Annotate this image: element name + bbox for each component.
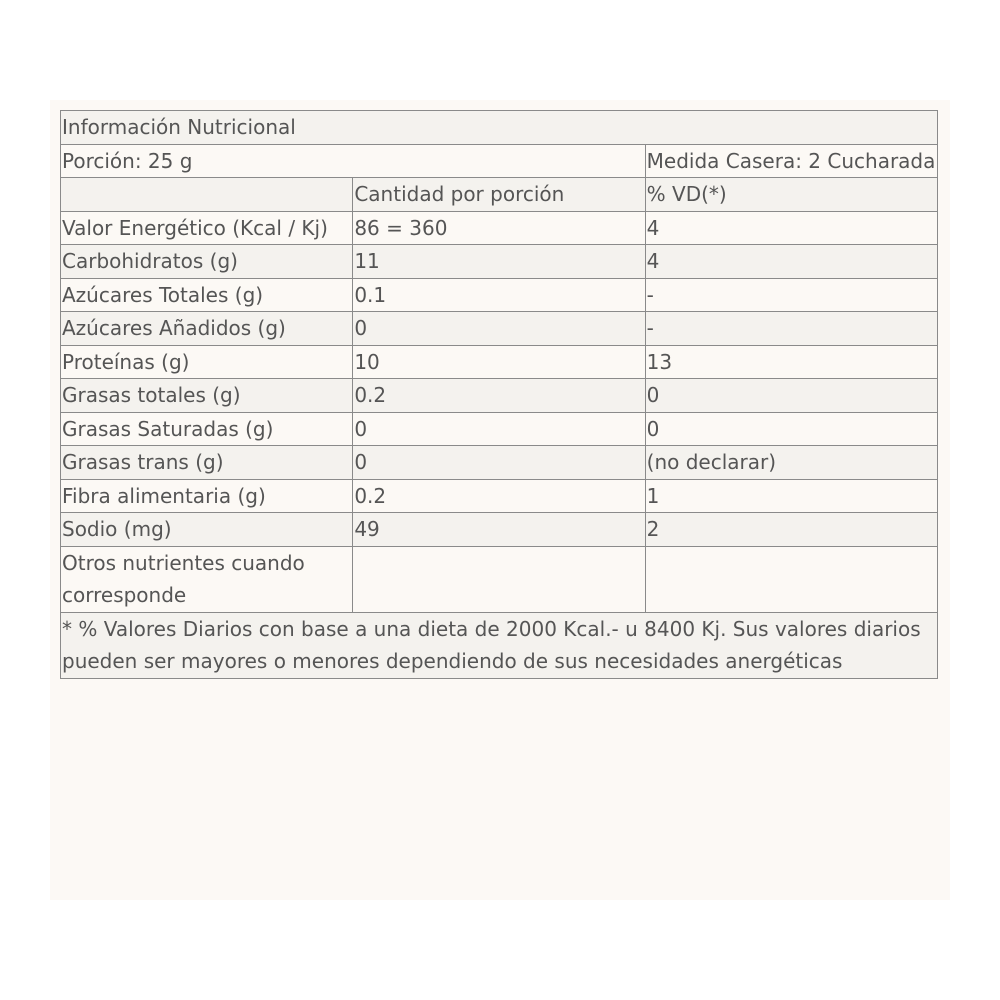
header-nutrient	[61, 178, 353, 212]
nutrient-name: Valor Energético (Kcal / Kj)	[61, 211, 353, 245]
table-row	[61, 278, 938, 312]
nutrient-vd: -	[645, 278, 937, 312]
nutrient-amount: 0.2	[353, 479, 645, 513]
nutrient-amount: 0	[353, 446, 645, 480]
table-row	[61, 513, 938, 547]
table-row	[61, 379, 938, 413]
footnote: * % Valores Diarios con base a una dieta de 2000 Kcal.- u 8400 Kj. Sus valores diarios pueden ser mayores o menores dependiendo de sus necesidades anergéticas	[61, 612, 938, 678]
household-measure: Medida Casera: 2 Cucharada	[645, 144, 937, 178]
nutrition-panel	[50, 100, 950, 900]
table-row	[61, 312, 938, 346]
title-row	[61, 111, 938, 145]
nutrient-amount: 0	[353, 312, 645, 346]
header-vd: % VD(*)	[645, 178, 937, 212]
nutrient-name: Azúcares Añadidos (g)	[61, 312, 353, 346]
nutrient-name: Proteínas (g)	[61, 345, 353, 379]
table-title: Información Nutricional	[61, 111, 938, 145]
nutrient-vd: 4	[645, 245, 937, 279]
nutrient-name: Grasas trans (g)	[61, 446, 353, 480]
portion-label: Porción: 25 g	[61, 144, 646, 178]
nutrient-name: Sodio (mg)	[61, 513, 353, 547]
nutrient-vd: 0	[645, 412, 937, 446]
nutrient-amount: 11	[353, 245, 645, 279]
header-row	[61, 178, 938, 212]
header-amount: Cantidad por porción	[353, 178, 645, 212]
nutrient-amount: 49	[353, 513, 645, 547]
nutrient-name: Carbohidratos (g)	[61, 245, 353, 279]
nutrient-vd: 13	[645, 345, 937, 379]
nutrient-amount: 0.2	[353, 379, 645, 413]
table-row	[61, 546, 938, 612]
nutrition-table	[60, 110, 938, 679]
table-row	[61, 345, 938, 379]
table-row	[61, 446, 938, 480]
nutrient-name: Grasas Saturadas (g)	[61, 412, 353, 446]
table-row	[61, 412, 938, 446]
footnote-row	[61, 612, 938, 678]
nutrient-amount: 0.1	[353, 278, 645, 312]
nutrient-vd: 4	[645, 211, 937, 245]
nutrient-vd: 2	[645, 513, 937, 547]
table-row	[61, 211, 938, 245]
portion-row	[61, 144, 938, 178]
nutrient-vd: 0	[645, 379, 937, 413]
nutrient-name: Azúcares Totales (g)	[61, 278, 353, 312]
nutrient-name: Grasas totales (g)	[61, 379, 353, 413]
nutrient-vd: -	[645, 312, 937, 346]
nutrient-vd	[645, 546, 937, 612]
nutrient-vd: 1	[645, 479, 937, 513]
nutrient-vd: (no declarar)	[645, 446, 937, 480]
nutrient-amount: 86 = 360	[353, 211, 645, 245]
nutrient-amount	[353, 546, 645, 612]
nutrient-amount: 10	[353, 345, 645, 379]
table-row	[61, 479, 938, 513]
nutrient-name: Otros nutrientes cuando corresponde	[61, 546, 353, 612]
table-row	[61, 245, 938, 279]
nutrient-amount: 0	[353, 412, 645, 446]
nutrient-name: Fibra alimentaria (g)	[61, 479, 353, 513]
